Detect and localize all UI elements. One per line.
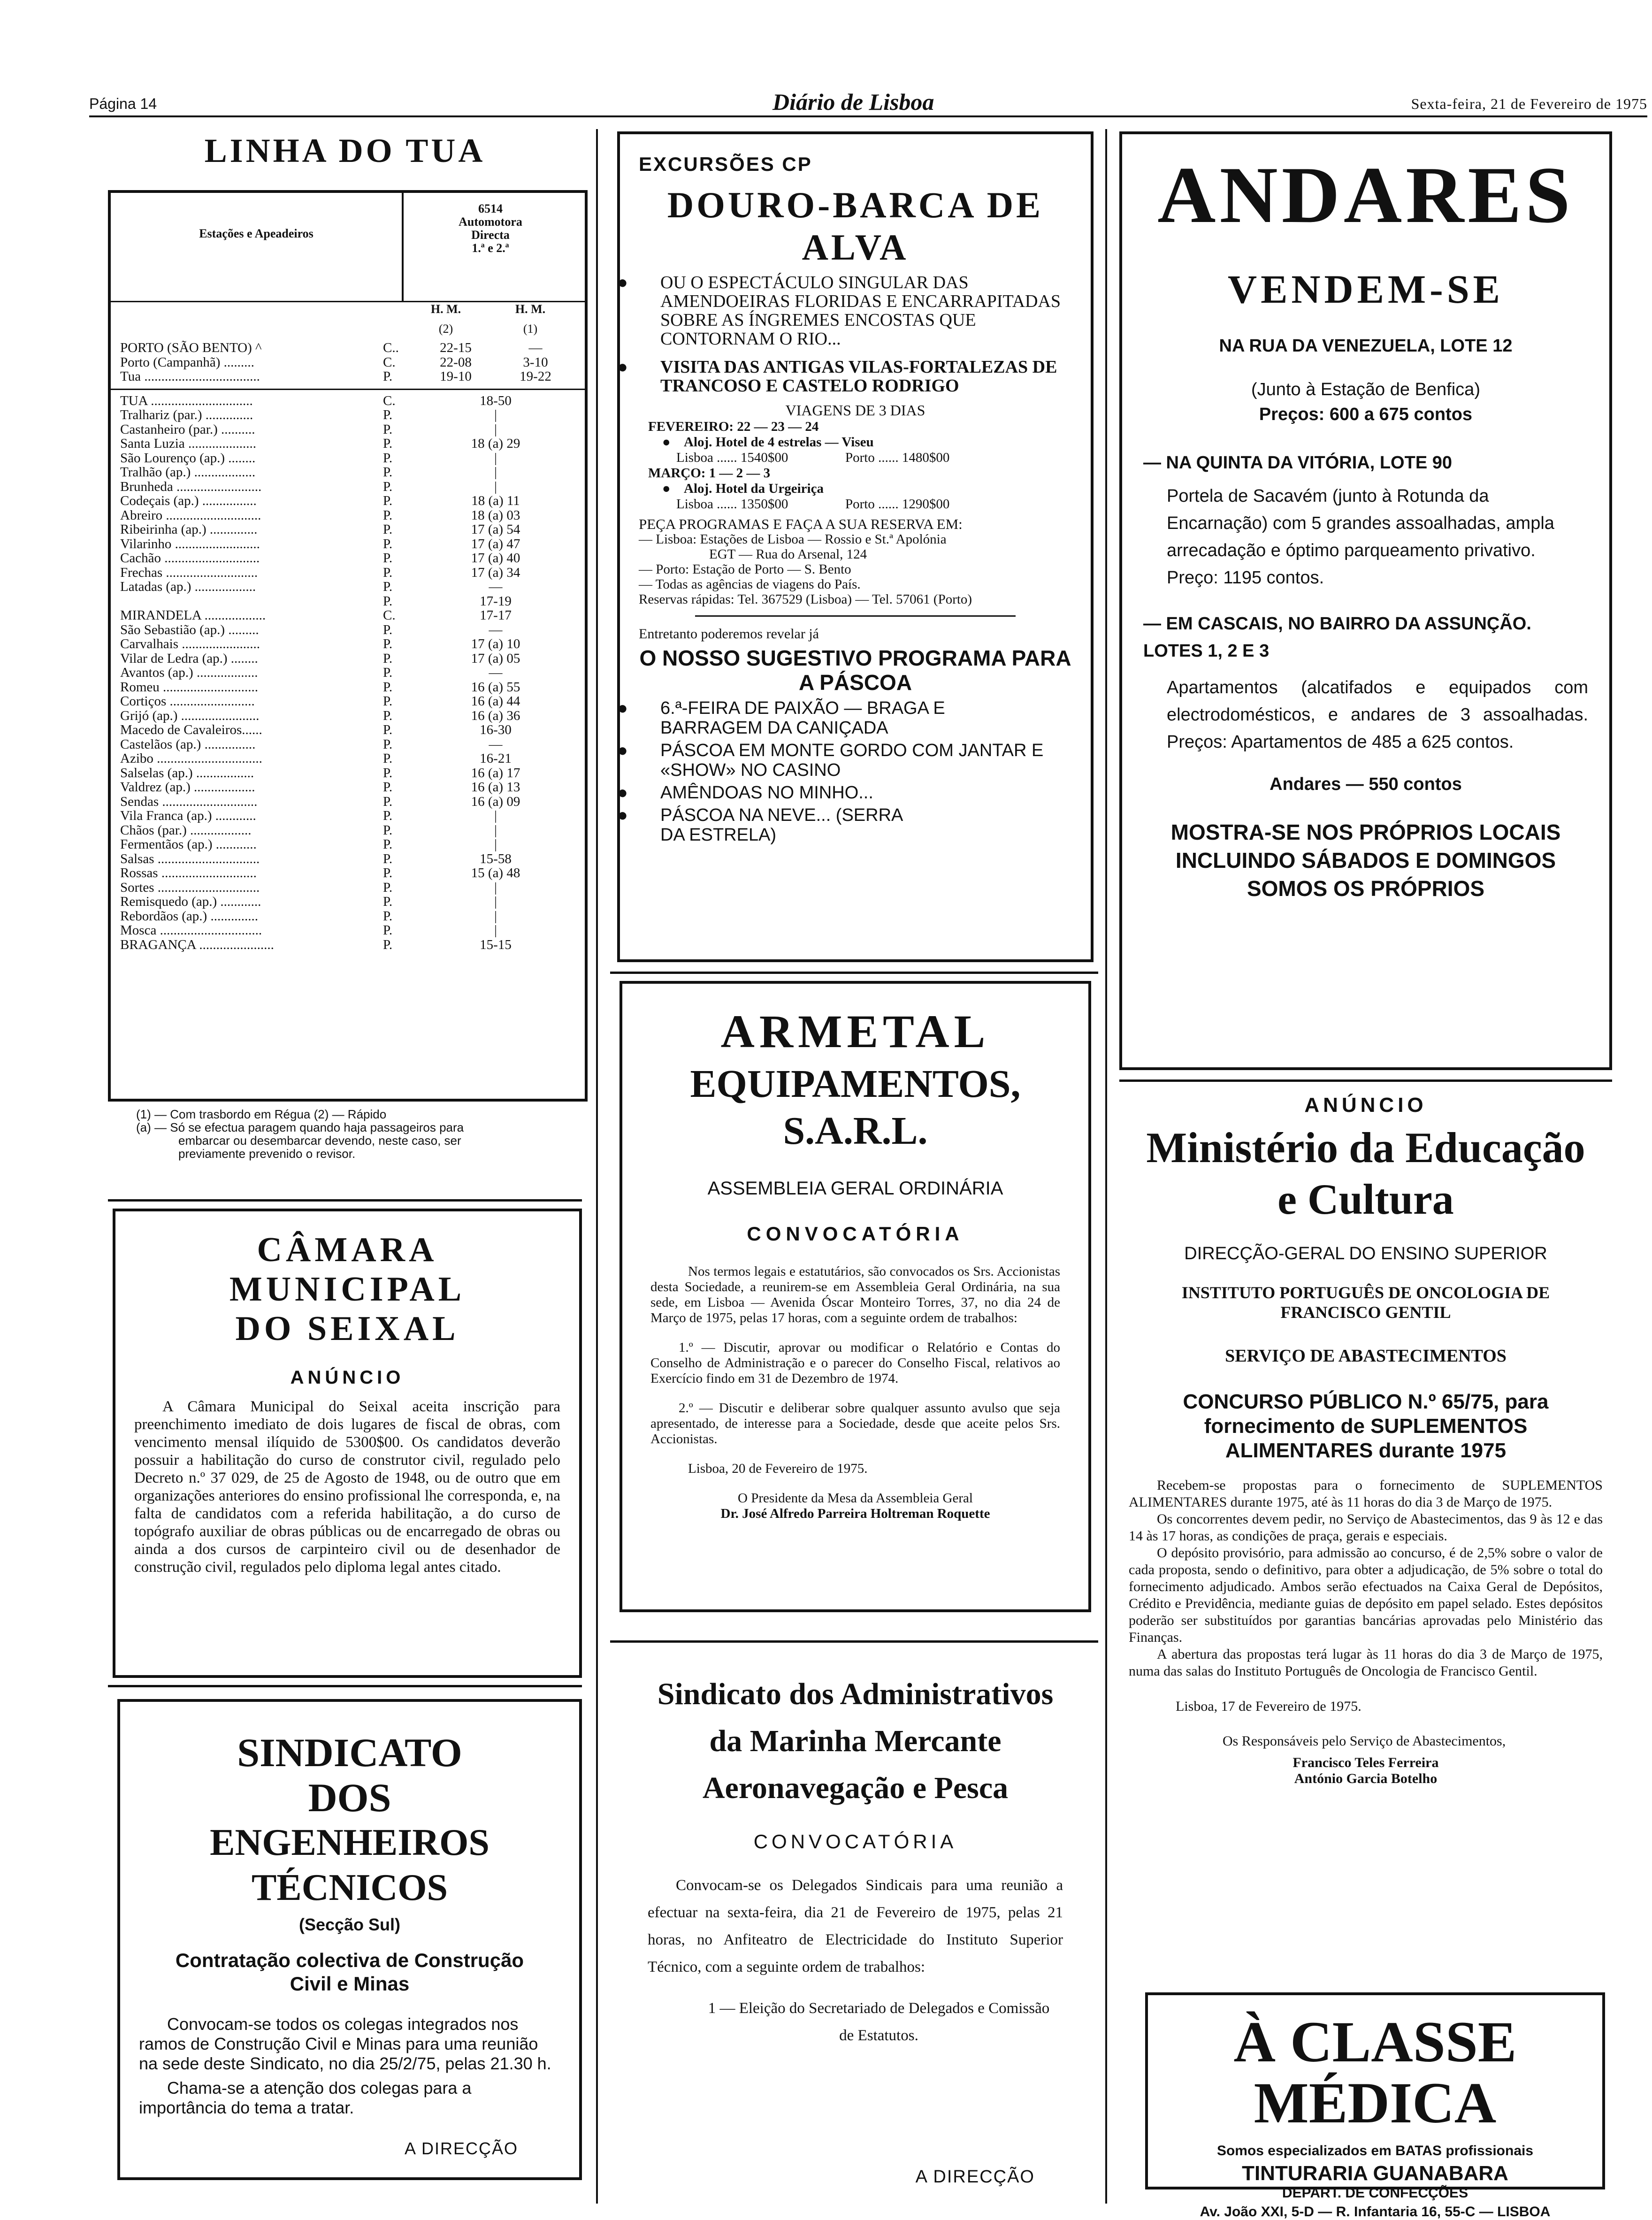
time-col2: 3-10 [523, 354, 548, 370]
tua-footnotes: (1) — Com trasbordo em Régua (2) — Rápido (a) — Só se efectua paragem quando haja passageiros para embarcar ou desembarcar devendo, neste caso, ser previamente prevenido o revisor. [136, 1107, 464, 1161]
issue-date: Sexta-feira, 21 de Fevereiro de 1975 [1411, 95, 1647, 112]
tua-row [111, 809, 585, 823]
ministerio-p2: Os concorrentes devem pedir, no Serviço de Abastecimentos, das 9 às 12 e das 14 às 17 horas, as condições de praça, gerais e especiais. [1129, 1511, 1603, 1544]
fev-dates: FEVEREIRO: 22 — 23 — 24 [648, 419, 819, 434]
station-code: P. [383, 808, 393, 823]
station-code: P. [383, 794, 393, 809]
seixal-title: CÂMARA MUNICIPAL DO SEIXAL [229, 1231, 466, 1348]
tua-row [111, 522, 585, 537]
time: 16 (a) 13 [471, 780, 520, 795]
andares-loc1: NA RUA DA VENEZUELA, LOTE 12 [1219, 336, 1513, 356]
ministerio-signer1: Francisco Teles Ferreira [1293, 1755, 1439, 1770]
sindicato-eng-sign: A DIRECÇÃO [404, 2139, 518, 2158]
excursoes-bullet: ● OU O ESPECTÁCULO SINGULAR DAS AMENDOEIRAS FLORIDAS E ENCARRAPITADAS SOBRE AS ÍNGREMES ENCOSTAS QUE CONTORNAM O RIO... [639, 273, 1072, 348]
sindicato-marinha-title: Sindicato dos Administrativos da Marinha Mercante Aeronavegação e Pesca [657, 1677, 1054, 1805]
station-code: P. [383, 507, 393, 523]
ministerio-resp: Os Responsáveis pelo Serviço de Abastecimentos, [1223, 1733, 1506, 1749]
tua-row [111, 623, 585, 637]
station-name: Tua .................................. [120, 369, 260, 384]
station-name: Sortes .............................. [120, 880, 260, 895]
tua-row [111, 923, 585, 938]
station-name: Ribeirinha (ap.) .............. [120, 522, 258, 537]
station-name: Fermentãos (ap.) ............ [120, 837, 257, 852]
station-name: Codeçais (ap.) ................ [120, 494, 257, 508]
ministerio-dg: DIRECÇÃO-GERAL DO ENSINO SUPERIOR [1184, 1244, 1547, 1263]
pascoa-item: ● PÁSCOA NA NEVE... (SERRA DA ESTRELA) [639, 805, 904, 845]
station-code: P. [383, 579, 393, 594]
station-code: P. [383, 923, 393, 938]
tua-row [111, 723, 585, 737]
time: 16-30 [480, 722, 512, 737]
time: 17 (a) 34 [471, 565, 520, 580]
pascoa-item: ● PÁSCOA EM MONTE GORDO COM JANTAR E «SHOW» NO CASINO [639, 741, 1069, 780]
station-code: P. [383, 421, 393, 437]
excursoes-ad [617, 131, 1094, 962]
classe-line3: DEPART. DE CONFECÇÕES [1282, 2185, 1468, 2201]
tua-row [111, 408, 585, 422]
time: 17 (a) 10 [471, 636, 520, 651]
station-code: P. [383, 565, 393, 580]
tua-row [111, 938, 585, 952]
armetal-assembleia: ASSEMBLEIA GERAL ORDINÁRIA [707, 1178, 1003, 1199]
tua-title: LINHA DO TUA [204, 132, 486, 169]
tua-row [111, 709, 585, 723]
station-name: Carvalhais ....................... [120, 637, 260, 651]
armetal-subtitle: EQUIPAMENTOS, S.A.R.L. [690, 1062, 1021, 1153]
classe-medica-ad [1145, 1992, 1605, 2220]
time: | [494, 908, 497, 924]
tua-row [111, 637, 585, 651]
andares-footer: MOSTRA-SE NOS PRÓPRIOS LOCAIS INCLUINDO SÁBADOS E DOMINGOS SOMOS OS PRÓPRIOS [1170, 820, 1561, 901]
pascoa-item: ● AMÊNDOAS NO MINHO... [639, 783, 1072, 803]
sindicato-eng-head: Contratação colectiva de Construção Civil e Minas [175, 1949, 524, 1995]
hm-label: H. M. [515, 302, 546, 316]
ministerio-servico: SERVIÇO DE ABASTECIMENTOS [1225, 1346, 1507, 1366]
tua-row [111, 909, 585, 924]
tua-row [111, 680, 585, 695]
station-code: P. [383, 493, 393, 508]
reservas-line: EGT — Rua do Arsenal, 124 [709, 547, 867, 562]
armetal-convocatoria: CONVOCATÓRIA [747, 1223, 964, 1245]
time: 16 (a) 55 [471, 679, 520, 695]
tua-row [111, 608, 585, 623]
andares-loc1-note: (Junto à Estação de Benfica) [1251, 380, 1480, 399]
ministerio-p4: A abertura das propostas terá lugar às 11 horas do dia 3 de Março de 1975, numa das salas do Instituto Português de Oncologia de Francisco Gentil. [1129, 1646, 1603, 1679]
tua-row [111, 651, 585, 666]
station-name: Rebordãos (ap.) .............. [120, 909, 258, 923]
station-code: P. [383, 822, 393, 838]
tua-row [111, 594, 585, 609]
station-name: BRAGANÇA ...................... [120, 937, 274, 952]
andares-ad [1119, 131, 1612, 1070]
sindicato-eng-title: SINDICATO DOS ENGENHEIROS TÉCNICOS [210, 1730, 489, 1908]
tua-row [111, 422, 585, 437]
station-name: MIRANDELA .................. [120, 608, 266, 623]
sindicato-eng-sub: (Secção Sul) [298, 1915, 401, 1934]
note-ref: (1) [523, 322, 538, 336]
armetal-ad [620, 981, 1091, 1612]
station-name: Romeu ............................ [120, 680, 259, 694]
time-col1: 19-10 [440, 369, 472, 384]
entretanto: Entretanto poderemos revelar já [639, 626, 819, 642]
station-code: P. [383, 536, 393, 551]
fev-hotel: ● Aloj. Hotel de 4 estrelas — Viseu [648, 435, 1072, 450]
tua-row [111, 580, 585, 594]
tua-row [111, 751, 585, 766]
time: 17 (a) 40 [471, 551, 520, 566]
tua-main-rows [111, 390, 585, 952]
station-name: Azibo ............................... [120, 751, 262, 766]
time-col1: 22-15 [440, 340, 472, 355]
tua-table [108, 190, 588, 1102]
station-code: P. [383, 622, 393, 637]
station-code: P. [383, 465, 393, 480]
time: 18 (a) 29 [471, 436, 520, 451]
station-code: P. [383, 765, 393, 781]
sindicato-eng-p2: Chama-se a atenção dos colegas para a importância do tema a tratar. [139, 2078, 472, 2117]
station-code: P. [383, 665, 393, 680]
time: 17-19 [480, 593, 512, 609]
station-code: P. [383, 436, 393, 451]
fev-price-porto: Porto ...... 1480$00 [845, 450, 950, 465]
seixal-body: A Câmara Municipal do Seixal aceita inscrição para preenchimento imediato de dois lugares de fiscal de obras, com vencimento mensal ilíquido de 5300$00. Os candidatos deverão possuir a habilitação do curso de construtor civil, regulado pelo Decreto n.º 37 029, de 25 de Agosto de 1948, ou de outro que em organizações anteriores do ensino profissional lhe corresponda, e, na falta de candidatos com a referida habilitação, a do curso de topógrafo auxiliar de obras públicas ou de encarregado de obras ou ainda a dos cursos de carpinteiro civil ou de desenhador de construção civil, regulados pelo diploma legal antes citado. [134, 1398, 560, 1576]
ministerio-title2: e Cultura [1277, 1175, 1454, 1223]
sindicato-eng-p1: Convocam-se todos os colegas integrados nos ramos de Construção Civil e Minas para uma reunião na sede deste Sindicato, no dia 25/2/75, pelas 21.30 h. [139, 2014, 551, 2073]
excursoes-bullet: ● VISITA DAS ANTIGAS VILAS-FORTALEZAS DE TRANCOSO E CASTELO RODRIGO [639, 358, 1072, 395]
station-code: P. [383, 369, 393, 384]
station-code: P. [383, 865, 393, 880]
station-code: P. [383, 751, 393, 766]
tua-row [111, 666, 585, 680]
time: 18 (a) 03 [471, 507, 520, 523]
station-name: Vila Franca (ap.) ............ [120, 809, 256, 823]
station-name: Chãos (par.) .................. [120, 823, 252, 837]
time: 18 (a) 11 [471, 493, 520, 508]
time: — [489, 736, 503, 752]
armetal-item2: 2.º — Discutir e deliberar sobre qualquer assunto avulso que seja apresentado, de interesse para a Sociedade, desde que aceite pelos Srs. Accionistas. [650, 1401, 1060, 1447]
tua-row [111, 537, 585, 551]
pascoa-item: ● 6.ª-FEIRA DE PAIXÃO — BRAGA E BARRAGEM DA CANIÇADA [639, 698, 989, 738]
station-code: P. [383, 450, 393, 466]
mar-hotel: ● Aloj. Hotel da Urgeiriça [648, 481, 1072, 497]
andares-loc2-desc: Portela de Sacavém (junto à Rotunda da Encarnação) com 5 grandes assoalhadas, ampla arrecadação e óptimo parqueamento privativo. Preço: 1195 contos. [1167, 486, 1554, 588]
station-code: P. [383, 908, 393, 924]
station-code: P. [383, 780, 393, 795]
reservas-line: — Todas as agências de viagens do País. [639, 577, 861, 592]
armetal-title: ARMETAL [720, 1005, 990, 1057]
station-name: Vilarinho ......................... [120, 536, 260, 551]
tua-row [111, 394, 585, 408]
station-code: P. [383, 651, 393, 666]
station-name: Santa Luzia .................... [120, 436, 256, 451]
tua-row [111, 837, 585, 852]
classe-line1: Somos especializados em BATAS profissionais [1216, 2143, 1534, 2159]
pascoa-program-title: O NOSSO SUGESTIVO PROGRAMA PARA A PÁSCOA [639, 646, 1071, 695]
time: 17 (a) 54 [471, 522, 520, 537]
station-code: P. [383, 708, 393, 723]
station-name: Sendas ............................ [120, 794, 258, 809]
station-name: Tralhão (ap.) .................. [120, 465, 256, 480]
mar-price-lisboa: Lisboa ...... 1350$00 [676, 497, 788, 512]
tua-top-row [111, 341, 585, 355]
station-name: Abreiro ............................ [120, 508, 261, 522]
armetal-date: Lisboa, 20 de Fevereiro de 1975. [688, 1461, 868, 1476]
tua-row [111, 465, 585, 480]
station-name: Cortiços ......................... [120, 694, 255, 709]
time-col2: — [528, 340, 543, 355]
station-name: Rossas ............................ [120, 866, 257, 880]
time: | [494, 822, 497, 838]
page-number: Página 14 [89, 95, 157, 112]
station-code: P. [383, 593, 393, 609]
tua-row [111, 508, 585, 523]
station-name: Castelãos (ap.) ............... [120, 737, 256, 751]
station-code: P. [383, 679, 393, 695]
andares-title: ANDARES [1157, 151, 1574, 240]
tua-row [111, 795, 585, 809]
station-name: Avantos (ap.) .................. [120, 666, 258, 680]
ministerio-signer2: António Garcia Botelho [1294, 1771, 1438, 1786]
station-name: Brunheda ......................... [120, 479, 262, 494]
ministerio-p1: Recebem-se propostas para o fornecimento de SUPLEMENTOS ALIMENTARES durante 1975, até às 11 horas do dia 3 de Março de 1975. [1129, 1477, 1603, 1510]
station-code: P. [383, 722, 393, 737]
time: — [489, 665, 503, 680]
time: | [494, 880, 497, 895]
note-ref: (2) [438, 322, 453, 336]
mar-price-porto: Porto ...... 1290$00 [845, 497, 950, 512]
time: 17 (a) 05 [471, 651, 520, 666]
tua-row [111, 551, 585, 566]
station-name: Vilar de Ledra (ap.) ........ [120, 651, 258, 666]
andares-loc3-price: Andares — 550 contos [1270, 774, 1462, 794]
time: 17 (a) 47 [471, 536, 520, 551]
excursoes-label: EXCURSÕES CP [639, 153, 812, 175]
ministerio-date: Lisboa, 17 de Fevereiro de 1975. [1176, 1699, 1361, 1714]
tua-row [111, 737, 585, 752]
tua-row [111, 823, 585, 838]
reservas-line: — Porto: Estação de Porto — S. Bento [639, 562, 851, 577]
tua-row [111, 566, 585, 580]
fev-price-lisboa: Lisboa ...... 1540$00 [676, 450, 788, 465]
col-stations-header: Estações e Apeadeiros [199, 227, 314, 240]
station-name [111, 594, 383, 609]
station-code: P. [383, 636, 393, 651]
time: | [494, 923, 497, 938]
time: — [489, 579, 503, 594]
reservas-line: — Lisboa: Estações de Lisboa — Rossio e St.ª Apolónia [639, 532, 947, 547]
station-name: Frechas ........................... [120, 565, 258, 580]
tua-row [111, 694, 585, 709]
time: | [494, 894, 497, 909]
tua-row [111, 766, 585, 781]
time: | [494, 808, 497, 823]
seixal-sub: ANÚNCIO [290, 1367, 405, 1388]
station-code: P. [383, 736, 393, 752]
time: 17-17 [480, 608, 512, 623]
tua-row [111, 852, 585, 866]
tua-row [111, 480, 585, 494]
station-code: P. [383, 522, 393, 537]
newspaper-name: Diário de Lisboa [765, 88, 941, 115]
station-name: Tralhariz (par.) .............. [120, 408, 253, 422]
page-header [89, 89, 1647, 117]
sindicato-marinha-item: 1 — Eleição do Secretariado de Delegados e Comissão de Estatutos. [708, 2000, 1050, 2044]
time: 16-21 [480, 751, 512, 766]
armetal-body: Nos termos legais e estatutários, são convocados os Srs. Accionistas desta Sociedade, a reunirem-se em Assembleia Geral Ordinária, na sua sede, em Lisboa — Avenida Óscar Monteiro Torres, 37, no dia 24 de Março de 1975, pelas 17 horas, com a seguinte ordem de trabalhos: [650, 1264, 1060, 1325]
station-code: C. [383, 354, 396, 370]
time: | [494, 407, 497, 422]
station-code: P. [383, 837, 393, 852]
time-col1: 22-08 [440, 354, 472, 370]
ministerio-ad [1119, 1089, 1612, 1934]
armetal-president: O Presidente da Mesa da Assembleia Geral [738, 1491, 973, 1506]
station-code: P. [383, 551, 393, 566]
station-name: Mosca .............................. [120, 923, 262, 938]
tua-row [111, 451, 585, 466]
station-code: P. [383, 694, 393, 709]
tua-top-row [111, 355, 585, 370]
tua-timetable-ad [108, 131, 582, 1202]
station-name: Salsas .............................. [120, 851, 260, 866]
armetal-item1: 1.º — Discutir, aprovar ou modificar o Relatório e Contas do Conselho de Administração e o parecer do Conselho Fiscal, relativos ao Exercício findo em 31 de Dezembro de 1974. [650, 1340, 1060, 1386]
sindicato-marinha-sign: A DIRECÇÃO [915, 2167, 1035, 2187]
station-name: Grijó (ap.) ....................... [120, 708, 260, 723]
time: | [494, 479, 497, 494]
time: | [494, 421, 497, 437]
sindicato-eng-ad [117, 1699, 582, 2180]
excursoes-title: DOURO-BARCA DE ALVA [667, 184, 1044, 268]
hm-label: H. M. [430, 302, 461, 316]
time: 16 (a) 44 [471, 694, 520, 709]
reservas-line: Reservas rápidas: Tel. 367529 (Lisboa) — Tel. 57061 (Porto) [639, 592, 972, 607]
station-code: P. [383, 479, 393, 494]
time: 16 (a) 09 [471, 794, 520, 809]
sindicato-marinha-body: Convocam-se os Delegados Sindicais para uma reunião a efectuar na sexta-feira, dia 21 de Fevereiro de 1975, pelas 21 horas, no Anfiteatro de Electricidade do Instituto Superior Técnico, com a seguinte ordem de trabalhos: [648, 1877, 1063, 1975]
station-code: C. [383, 393, 396, 408]
station-name: PORTO (SÃO BENTO) ^ [120, 340, 262, 355]
andares-subtitle: VENDEM-SE [1227, 267, 1504, 312]
time: | [494, 837, 497, 852]
ministerio-concurso: CONCURSO PÚBLICO N.º 65/75, para fornecimento de SUPLEMENTOS ALIMENTARES durante 1975 [1183, 1390, 1549, 1462]
andares-loc2: — NA QUINTA DA VITÓRIA, LOTE 90 [1143, 453, 1452, 473]
seixal-ad [113, 1209, 582, 1678]
time: 15 (a) 48 [471, 865, 520, 880]
classe-title: À CLASSE MÉDICA [1233, 2010, 1517, 2135]
station-name: São Sebastião (ap.) ......... [120, 622, 259, 637]
station-name: Latadas (ap.) .................. [120, 580, 256, 594]
tua-row [111, 895, 585, 909]
time: 15-15 [480, 937, 512, 952]
station-code: P. [383, 851, 393, 866]
station-name: São Lourenço (ap.) ........ [120, 451, 256, 465]
station-code: C.. [383, 340, 399, 355]
station-code: P. [383, 894, 393, 909]
station-name: Castanheiro (par.) .......... [120, 422, 255, 436]
ministerio-anuncio: ANÚNCIO [1304, 1094, 1427, 1117]
ministerio-p3: O depósito provisório, para admissão ao concurso, é de 2,5% sobre o valor de cada proposta, sendo o definitivo, para obter a adjudicação, de 5% sobre o total do fornecimento adjudicado. Ambos serão efectuados na Caixa Geral de Depósitos, Crédito e Previdência, mediante guias de depósito em papel selado. Estes depósitos poderão ser substituídos por garantias bancárias aprovadas pelo Ministério das Finanças. [1129, 1545, 1603, 1645]
time: | [494, 450, 497, 466]
station-name: Valdrez (ap.) .................. [120, 780, 255, 795]
time: 16 (a) 17 [471, 765, 520, 781]
viagens-label: VIAGENS DE 3 DIAS [785, 402, 925, 419]
station-code: P. [383, 407, 393, 422]
station-code: P. [383, 937, 393, 952]
classe-line2: TINTURARIA GUANABARA [1242, 2162, 1508, 2185]
station-name: Remisquedo (ap.) ............ [120, 895, 261, 909]
tua-row [111, 494, 585, 508]
col-train-header: 6514 Automotora Directa 1.ª e 2.ª [459, 202, 522, 255]
ministerio-ipo: INSTITUTO PORTUGUÊS DE ONCOLOGIA DE FRANCISCO GENTIL [1181, 1283, 1550, 1322]
station-code: P. [383, 880, 393, 895]
reservas-head: PEÇA PROGRAMAS E FAÇA A SUA RESERVA EM: [639, 516, 963, 532]
tua-top-row [111, 369, 585, 384]
mar-dates: MARÇO: 1 — 2 — 3 [648, 466, 771, 481]
tua-row [111, 780, 585, 795]
station-name: Salselas (ap.) ................. [120, 766, 254, 780]
tua-row [111, 880, 585, 895]
tua-top-rows [111, 341, 585, 390]
station-name: TUA .............................. [120, 393, 253, 408]
time: — [489, 622, 503, 637]
station-name: Macedo de Cavaleiros...... [120, 723, 262, 737]
sindicato-marinha-ad [620, 1661, 1091, 2197]
andares-loc3: — EM CASCAIS, NO BAIRRO DA ASSUNÇÃO. LOTES 1, 2 E 3 [1143, 614, 1531, 661]
time: 15-58 [480, 851, 512, 866]
andares-loc3-desc: Apartamentos (alcatifados e equipados com electrodomésticos, e andares de 3 assoalhadas. Preços: Apartamentos de 485 a 625 contos. [1167, 678, 1588, 752]
station-name: Cachão ............................ [120, 551, 260, 566]
armetal-president-name: Dr. José Alfredo Parreira Holtreman Roquette [720, 1506, 990, 1521]
time-col2: 19-22 [520, 369, 551, 384]
andares-loc1-price: Preços: 600 a 675 contos [1259, 405, 1473, 424]
station-name: Porto (Campanhã) ......... [120, 354, 254, 370]
classe-line4: Av. João XXI, 5-D — R. Infantaria 16, 55-C — LISBOA [1200, 2204, 1551, 2220]
time: 18-50 [480, 393, 512, 408]
time: 16 (a) 36 [471, 708, 520, 723]
tua-row [111, 866, 585, 880]
time: | [494, 465, 497, 480]
tua-row [111, 436, 585, 451]
sindicato-marinha-convocatoria: CONVOCATÓRIA [753, 1830, 957, 1853]
station-code: C. [383, 608, 396, 623]
ministerio-title: Ministério da Educação [1146, 1124, 1585, 1171]
